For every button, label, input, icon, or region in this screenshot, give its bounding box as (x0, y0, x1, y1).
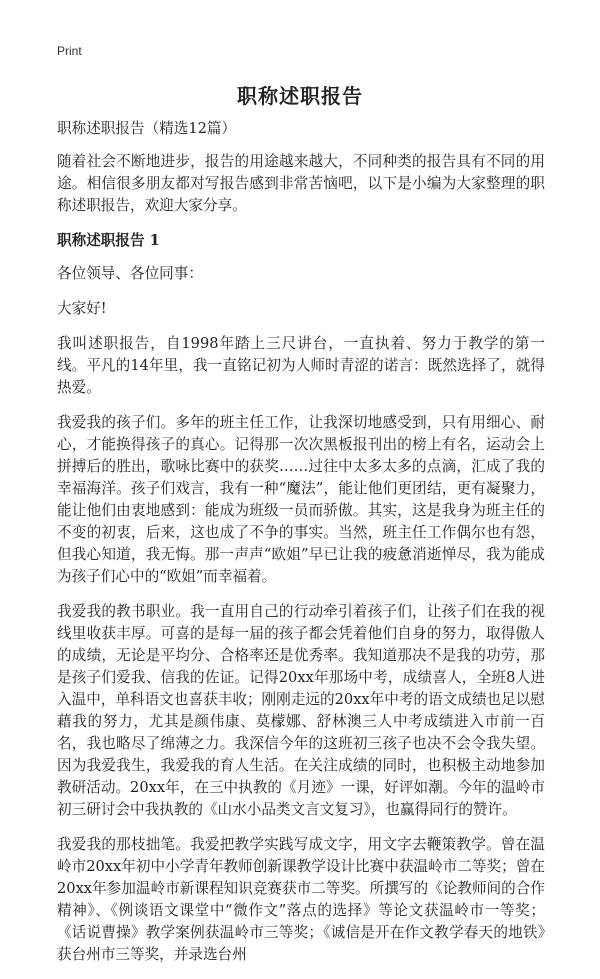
body-paragraph: 我爱我的孩子们。多年的班主任工作，让我深切地感受到，只有用细心、耐心，才能换得孩子的真心。记得那一次次黑板报刊出的榜上有名，运动会上拼搏后的胜出，歌咏比赛中的获奖……过往中太多太多的点滴，汇成了我的幸福海洋。孩子们戏言，我有一种“魔法”，能让他们更团结，更有凝聚力，能让他们由衷地感到：能成为班级一员而骄傲。其实，这是我身为班主任的不变的初衷，后来，这也成了不争的事实。当然，班主任工作偶尔也有怨，但我心知道，我无悔。那一声声“欧姐”早已让我的疲惫消逝惮尽，我为能成为孩子们心中的“欧姐”而幸福着。 (57, 414, 545, 585)
print-link[interactable]: Print (57, 44, 82, 58)
greeting: 各位领导、各位同事： (57, 265, 203, 282)
salutation: 大家好! (57, 300, 107, 317)
section-heading: 职称述职报告 1 (57, 232, 160, 249)
body-paragraph: 我爱我的那枝拙笔。我爱把教学实践写成文字，用文字去鞭策教学。曾在温岭市20xx年初中小学青年教师创新课教学设计比赛中获温岭市二等奖；曾在20xx年参加温岭市新课程知识竞赛获市二等奖。所撰写的《论教师间的合作精神》、《例谈语文课堂中“微作文”落点的选择》等论文获温岭市一等奖；《话说曹操》教学案例获温岭市三等奖；《诚信是开在作文教学春天的地铁》获台州市三等奖，并录选台州 (57, 836, 545, 963)
document-subtitle: 职称述职报告（精选12篇） (57, 120, 237, 137)
intro-paragraph: 随着社会不断地进步，报告的用途越来越大，不同种类的报告具有不同的用途。相信很多朋友都对写报告感到非常苦恼吧，以下是小编为大家整理的职称述职报告，欢迎大家分享。 (57, 153, 545, 214)
body-paragraph: 我爱我的教书职业。我一直用自己的行动牵引着孩子们，让孩子们在我的视线里收获丰厚。可喜的是每一届的孩子都会凭着他们自身的努力，取得傲人的成绩，无论是平均分、合格率还是优秀率。我知道那决不是我的功劳，那是孩子们爱我、信我的佐证。记得20xx年那场中考，成绩喜人，全班8人进入温中，单科语文也喜获丰收；刚刚走远的20xx年中考的语文成绩也足以慰藉我的努力，尤其是颜伟康、莫檬娜、舒林澳三人中考成绩进入市前一百名，我也略尽了绵薄之力。我深信今年的这班初三孩子也决不会令我失望。因为我爱我生，我爱我的育人生活。在关注成绩的同时，也积极主动地参加教研活动。20xx年，在三中执教的《月迹》一课，好评如潮。今年的温岭市初三研讨会中我执教的《山水小品类文言文复习》，也赢得同行的赞许。 (57, 603, 545, 818)
document-body (57, 118, 545, 979)
document-title: 职称述职报告 (237, 84, 363, 108)
body-paragraph: 我叫述职报告，自1998年踏上三尺讲台，一直执着、努力于教学的第一线。平凡的14年里，我一直铭记初为人师时青涩的诺言：既然选择了，就得热爱。 (57, 335, 545, 396)
